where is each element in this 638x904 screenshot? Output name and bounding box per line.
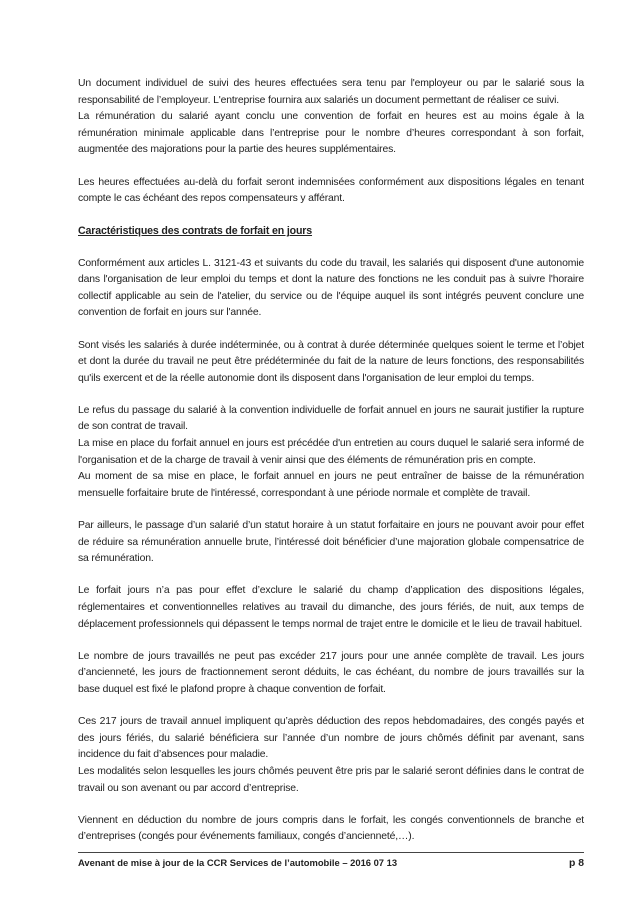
paragraph-line: Les heures effectuées au-delà du forfait seront indemnisées conformément aux dispositions légales en tenant compte le cas échéant des repos compensateurs y afférant. [78, 176, 584, 205]
paragraph-heures-au-dela [78, 175, 584, 208]
page-footer [78, 852, 584, 869]
document-body [78, 76, 584, 862]
paragraph-deduction [78, 813, 584, 846]
paragraph-line: Un document individuel de suivi des heures effectuées sera tenu par l'employeur ou par le salarié sous la responsabilité de l’employeur. L'entreprise fournira aux salariés un document permettant de réaliser ce suivi. [78, 78, 584, 106]
footer-title: Avenant de mise à jour de la CCR Services de l’automobile – 2016 07 13 [78, 857, 398, 868]
paragraph-line: La mise en place du forfait annuel en jours est précédée d'un entretien au cours duquel le salarié sera informé de l'organisation et de la charge de travail à venir ainsi que des éléments de rémunération pris en compte. [78, 438, 584, 466]
paragraph-nombre-jours [78, 649, 584, 699]
paragraph-217-jours [78, 714, 584, 797]
paragraph-forfait-jours-exclusion [78, 583, 584, 633]
paragraph-line: Viennent en déduction du nombre de jours compris dans le forfait, les congés conventionnels de branche et d’entreprises (congés pour événements familiaux, congés d’ancienneté,…). [78, 814, 584, 843]
paragraph-statut-horaire [78, 518, 584, 568]
paragraph-line: Les modalités selon lesquelles les jours chômés peuvent être pris par le salarié seront définies dans le contrat de travail ou son avenant ou par accord d’entreprise. [78, 765, 584, 794]
page-number: p 8 [568, 858, 584, 869]
paragraph-line: Au moment de sa mise en place, le forfait annuel en jours ne peut entraîner de baisse de la rémunération mensuelle forfaitaire brute de l'intéressé, correspondant à une période normale et complète de travail. [78, 471, 584, 499]
paragraph-line: Le refus du passage du salarié à la convention individuelle de forfait annuel en jours ne saurait justifier la rupture de son contrat de travail. [78, 404, 584, 433]
paragraph-line: Le forfait jours n’a pas pour effet d’exclure le salarié du champ d’application des dispositions légales, réglementaires et conventionnelles relatives au travail du dimanche, des jours fériés, de nuit, aux temps de déplacement professionnels qui dépassent le temps normal de trajet entre le domicile et le lieu de travail habituel. [78, 585, 584, 630]
paragraph-articles [78, 256, 584, 322]
paragraph-line: La rémunération du salarié ayant conclu une convention de forfait en heures est au moins égale à la rémunération minimale applicable dans l’entreprise pour le nombre d’heures correspondant à son forfait, augmentée des majorations pour la partie des heures supplémentaires. [78, 111, 584, 156]
paragraph-line: Conformément aux articles L. 3121-43 et suivants du code du travail, les salariés qui disposent d'une autonomie dans l'organisation de leur emploi du temps et dont la nature des fonctions ne les conduit pas à suivre l'horaire collectif applicable au sein de l'atelier, du service ou de l'équipe auquel ils sont intégrés peuvent conclure une convention de forfait en jours sur l'année. [78, 257, 584, 319]
paragraph-suivi-heures [78, 76, 584, 159]
paragraph-salaries-vises [78, 338, 584, 388]
paragraph-line: Ces 217 jours de travail annuel impliquent qu’après déduction des repos hebdomadaires, des congés payés et des jours fériés, du salarié bénéficiera sur l’année d’un nombre de jours chômés définit par avenant, sans incidence du fait d’absences pour maladie. [78, 716, 584, 761]
section-heading-forfait-jours: Caractéristiques des contrats de forfait en jours [78, 225, 313, 238]
paragraph-refus-passage [78, 403, 584, 503]
paragraph-line: Par ailleurs, le passage d’un salarié d’un statut horaire à un statut forfaitaire en jours ne pouvant avoir pour effet de réduire sa rémunération annuelle brute, l’intéressé doit bénéficier d’une majoration globale compensatrice de sa rémunération. [78, 520, 584, 565]
paragraph-line: Sont visés les salariés à durée indéterminée, ou à contrat à durée déterminée quelques soient le terme et l’objet et dont la durée du travail ne peut être prédéterminée du fait de la nature de leurs fonctions, des responsabilités qu'ils exercent et de la réelle autonomie dont ils disposent dans l'organisation de leur emploi du temps. [78, 339, 584, 384]
paragraph-line: Le nombre de jours travaillés ne peut pas excéder 217 jours pour une année complète de travail. Les jours d’ancienneté, les jours de fractionnement seront déduits, le cas échéant, du nombre de jours travaillés sur la base duquel est fixé le plafond propre à chaque convention de forfait. [78, 650, 584, 695]
